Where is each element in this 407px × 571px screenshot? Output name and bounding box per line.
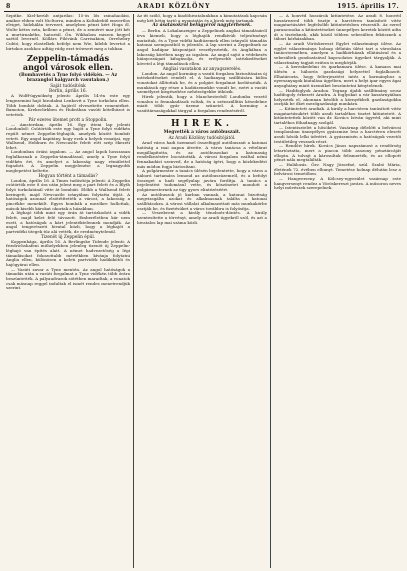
paragraph: Az autóbuszok jó karban vannak, a katonai bizottság megvizsgálta azokat és alkalmasnak találta a katonai szállításokra. A városi vállalat alkalmazottait más munkakörbe osztják be, és fizetésüket a város továbbra is folyósítja. bbox=[137, 191, 267, 211]
paragraph: London, április 16. A Times tudósítója jelenti: A Zeppelin csütörtök este 8 óra után jelent meg a part felett és a Blyth folyó torkolatánál vitte át bombáit. Előbb a Wallsend felett keringett, majd Newcastle irányában folytatta útját. A hatóságok azonnal elsötétítették a várost, a lakosság a pincékbe menekült. Egyes bombák a mezőkre hullottak, mások kisebb károkat okoztak a házakban. bbox=[6, 177, 131, 211]
paragraph: — Rendőri hírek. Kovács János napszámost a rendőrség letartóztatta, mert a piacon több asszony pénztárcáját ellopta. A tolvajt a károsultak felismerték, és az ellopott pénzt nála megtalálták. bbox=[273, 143, 401, 163]
paragraph: — Vasúti zavar a Tyne mentén. Az angol hatóságok a támadás után a vasúti forgalmat a Tyne vidékén több órára beszüntették. A pályaudvarok sötétben maradtak, a vonatok csak másnap reggel indultak el ismét rendes menetrendjük szerint. bbox=[6, 266, 131, 291]
paragraph: — A kereskedelmi és iparkamara ülése. A kamara mai ülésén a háborús gazdasági helyzettel foglalkozott. Elhatározta, hogy felterjesztést intéz a kormányhoz a nyersanyagok kiutalása ügyében, mert a helyi ipar egyes ágai anyaghiány miatt üzemüket beszüntetni kénytelenek. bbox=[273, 64, 401, 88]
issue-date: 1915. április 17. bbox=[337, 3, 399, 10]
news-headline: Megvették a város autóbuszait. bbox=[163, 130, 241, 136]
paragraph: — Kitüntetett aradiak. A király a harctéren tanúsított vitéz magatartásukért több aradi tartalékos tisztet kitüntetett. A kitüntetettek között van dr. Kovács István ügyvéd, aki mint tartalékos főhadnagy szolgál. bbox=[273, 106, 401, 126]
headline-cities: angol városok ellen. bbox=[22, 62, 114, 73]
paragraph: Az itt szólő, hogy a kiadóhivatalunkban a kimutatások kapcsán még két hétig tartó a nyomtatás és a hirek még tartanak. bbox=[137, 14, 267, 23]
paragraph: Arad város hadi üzemmel összefüggő autóbuszait a katonai hatóság a mai napon átvette. A város tanácsa a vételárat megállapította, és az autóbuszokat a katonaság rendelkezésére bocsátották. A városi forgalom ezáltal némi fennakadást szenved, de a hatóság ígéri, hogy a közlekedést más módon fogja biztosítani. bbox=[137, 140, 267, 169]
paragraph: A polgármester a tanács ülésén bejelentette, hogy a város a háború tartamára lemond az autóbuszüzemről, és a befolyt összeget a hadi segélyalap javára fordítja. A tanács a bejelentést tudomásul vette, és köszönetet mondott a polgármesternek az ügy gyors elintézéséért. bbox=[137, 168, 267, 193]
paragraph: — Amsterdam, április 16. Egy itteni lap jelenti Londonból: Csütörtök este egy hajót a Tyne folyó vidékén repült német Zeppelin-léghajók, amelyek között bombát vetett. Egy angol kapitány, hogy ezek a helyek vonatjai, egy Wallsend, Hebburn és Newcastle felett rótt szép ékezeti lehet. bbox=[6, 121, 131, 150]
section-head: Az ásatásokról belügyéről nagyterhesek. bbox=[152, 23, 252, 29]
byline: Saját tudósítónk bbox=[50, 84, 86, 90]
section-subhead: Tizenöt új Zeppelin épül. bbox=[40, 234, 96, 240]
paragraph: — Berlin. A Lokalanzeiger a Zeppelinek angliai támadásáról írva kiemeli, hogy a léghajók rendkívüli teljesítményt mutattak, és a Tyne vidéki hadiüzemek ellen irányuló támadás katonai szempontból is jelentős. A lap szerint a Zeppelinek az angol hadiipar központjait veszélyeztetik, és Angliában a lakosság körében nagy az izgalom. Az angol sajtó a védekezés hiányosságait kifogásolja, és erélyesebb intézkedéseket követel a légi támadások ellen. bbox=[137, 28, 267, 66]
paragraph: Koppenhága, április 16. A Berlingske Tidende jelenti: A friedrichshafeni műhelyekben jelenleg tizenöt új Zeppelin-léghajó van építés alatt. A német hadvezetőség a légi támadásokat fokozottabb mértékben kívánja folytatni Anglia ellen, különösen a keleti partvidék hadikikötői és hajógyárai ellen. bbox=[6, 238, 131, 267]
section-subhead: Hogyan történt a támadás? bbox=[38, 173, 98, 179]
article-subhead: (Bombavetés a Tyne folyó vidékén. — Az brazanglol halgyarch vasutakon.) bbox=[18, 73, 118, 84]
divider bbox=[157, 115, 247, 116]
news-byline: Az Aradi Közlöny tudósítójától. bbox=[168, 136, 236, 142]
headline-zeppelin: Zeppelin-támadás bbox=[26, 53, 110, 64]
page-number: 8 bbox=[6, 3, 11, 10]
section-subhead: Angliai vasutakon az anyagszerelés. bbox=[162, 66, 242, 72]
news-section-title: HIREK. bbox=[170, 119, 233, 130]
dateline: Berlin, április 16. bbox=[49, 89, 87, 95]
paragraph: A léghajó több mint egy órán át tartózkodott a vidék felett, majd kelet felé távozott. Emberéletben kár nem esett, a hatóságok a kárt jelentéktelennek mondják. Az angol tengerészeti hivatal közli, hogy a léghajót a partvidéki ütegek tűz alá vették, de eredménytelenül. bbox=[6, 210, 131, 234]
column-left bbox=[4, 14, 133, 568]
paragraph: — A honvéd huszárok kitüntetése. Az aradi 8. honvéd huszárezred több tisztje a harctéren tanúsított vitéz magatartásáért legfelsőbb kitüntetésben részesült. Az ezred parancsnoka a kitüntetéseket ünnepélyes keretek között adta át a tiszteknek, akik közül többen sebesülten feküsznek a tábori kórházakban. bbox=[273, 14, 401, 42]
paragraph: — Az aradi Vöröskereszt Egylet választmányi ülése. Az egylet választmánya holnap délután ülést tart a városháza tanácstermében, amelyen a hadikórházak ellátásával és a sebesültek gondozásával kapcsolatos ügyeket tárgyalják. A választmány tagjait ezúton is meghívják. bbox=[273, 40, 401, 65]
paragraph: Londonban óriási izgalom. — Az angol lapok hosszasan foglalkoznak a Zeppelin-támadással, amely a Tyne folyó vidékén ért, és amelyet a lakosság nagy rémülettel fogadott. A Zeppelin megjelenése a legnagyobb meglepetést keltette. bbox=[6, 149, 131, 174]
paragraph: London. Az angol kormány a vasúti forgalom biztosítására új intézkedéseket rendelt el. A hadianyag szállítására külön vonatokat állítottak be, és a polgári forgalmat korlátozták. A munkások egy része a hadiüzemekbe vonult be, ezért a vasúti személyzet kiegészítése nehézségekbe ütközik. bbox=[137, 70, 267, 95]
paragraph: — Hangverseny. A Kölcsey-egyesület vasárnap este hangversenyt rendez a Vöröskereszt javára. A műsoron neves helyi művészek szerepelnek. bbox=[273, 175, 401, 191]
column-middle bbox=[133, 14, 270, 568]
paragraph: — Istentisztelet a hősökért. Vasárnap délelőtt a belvárosi templomban ünnepélyes gyászmise lesz a harctéren elesett aradi hősök lelki üdvéért. A gyászmisén a hatóságok vezetői testületileg vesznek részt. bbox=[273, 124, 401, 144]
paper-title: ARADI KÖZLÖNY bbox=[137, 3, 211, 10]
paragraph: — Hadifoglyok Aradon. Tegnap újabb szállítmány orosz hadifogoly érkezett Aradra. A foglyokat a vár kaszárnyáiban helyezték el, ahonnan később a környékbeli gazdaságokba osztják be őket mezőgazdasági munkára. bbox=[273, 87, 401, 107]
column-right bbox=[270, 14, 403, 568]
paragraph: Hirek jelentik, hogy a Manchesterből Londonba vezető vonalon is fennakadások voltak, és a szénszállítás késedelme miatt több gyár üzeme szünetel. A kormány a vasúttársaságokkal tárgyal a forgalom rendezéséről. bbox=[137, 93, 267, 113]
paragraph: — Halálozás. Özv. Nagy Józsefné, szül. Szabó Mária, életének 72. évében elhunyt. Temetése holnap délután lesz a belvárosi temetőben. bbox=[273, 162, 401, 177]
masthead bbox=[4, 3, 403, 12]
section-subhead: Pár ezeres ütemet prott a Stoppolin. bbox=[28, 117, 108, 123]
paragraph: — Veszekvent a király ténoboéz-döntés. A király szentesítette a törvényt, amely az aradi ügyekről szól, és azt a hivatalos lap mai száma közli. bbox=[137, 210, 267, 225]
article-fragment: Sepitke. Kiel-került antjarilas: 15-ös lős zsinahaolási, amikor ebben volt Nicltorra, minden a Koltabebűl emvertlos elviget, hidzhálán tervezet, amelyben pénzt kért Hoga ől. Wolte kétes ezta, kellene a pénzt, de a zeméret mar jött két a murtirnakéba, hatoztál. Ön. Wikhalom miszen kegyel saétól levernél. Köllárs Pilóvánk Carrisakion, Orrehebry Cubtó, hogy elostelkek befelyi nem Wie, kilebb levertot a birtokos azokhoz adtág rúdg ezzt tröwsert meg a tokban. bbox=[6, 14, 131, 51]
columns bbox=[4, 14, 403, 568]
paragraph: A Wolff-ügynökség jelenti: Április 14-én este egy lengezemini hajó hirodalmi Lenkovit a Tyne torkolata ellen. Több bombát dobtak. A hajóról elveszítette rementéket. Bamoton, Krekeclirkben és Hubrában vasúti kötelhúzot is vetettek. bbox=[6, 93, 131, 117]
newspaper-page bbox=[4, 3, 403, 568]
